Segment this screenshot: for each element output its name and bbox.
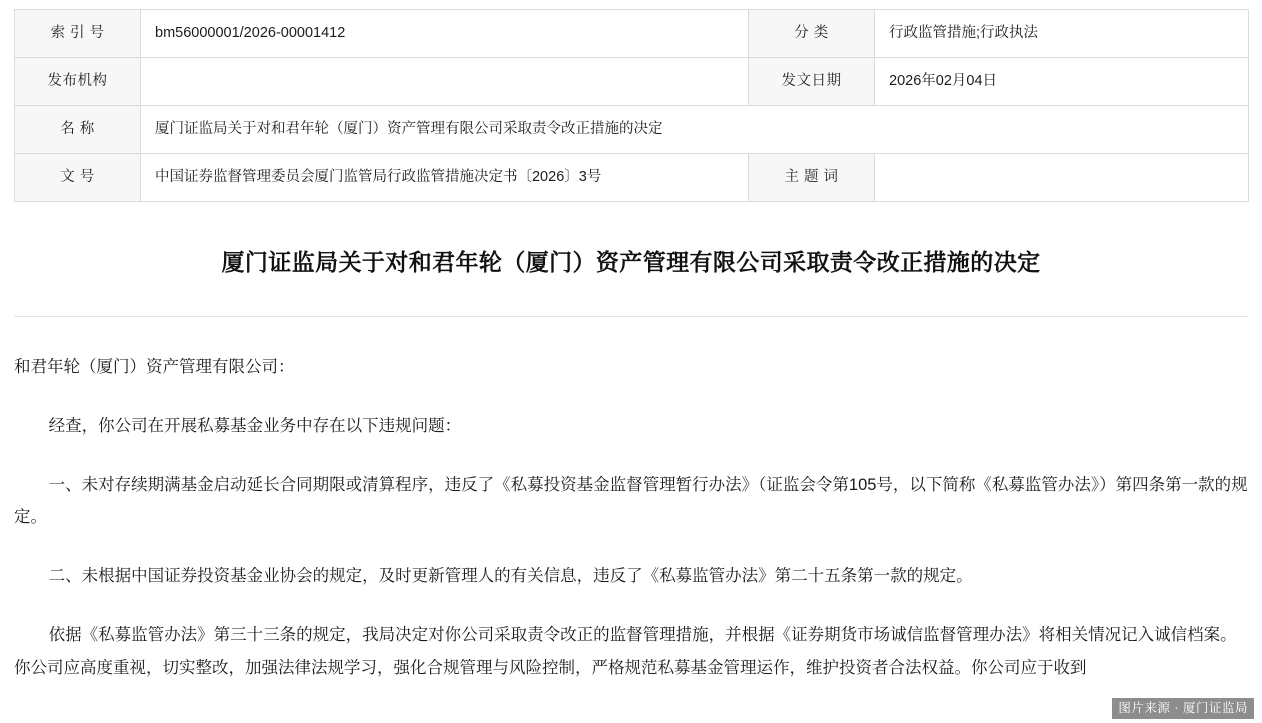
table-row (15, 106, 1249, 154)
meta-label-index-number: 索 引 号 (15, 10, 141, 58)
meta-value-index-number: bm56000001/2026-00001412 (141, 10, 749, 58)
meta-value-name: 厦门证监局关于对和君年轮（厦门）资产管理有限公司采取责令改正措施的决定 (141, 106, 1249, 154)
page-title: 厦门证监局关于对和君年轮（厦门）资产管理有限公司采取责令改正措施的决定 (221, 249, 1041, 275)
meta-value-issue-date: 2026年02月04日 (875, 58, 1249, 106)
document-paragraph: 二、未根据中国证券投资基金业协会的规定，及时更新管理人的有关信息，违反了《私募监管办法》第二十五条第一款的规定。 (48, 567, 973, 586)
meta-label-issuing-agency: 发布机构 (15, 58, 141, 106)
meta-value-document-number: 中国证券监督管理委员会厦门监管局行政监管措施决定书〔2026〕3号 (141, 154, 749, 202)
meta-label-category: 分 类 (749, 10, 875, 58)
document-metadata-table (14, 9, 1249, 202)
meta-value-category: 行政监管措施;行政执法 (875, 10, 1249, 58)
table-row (15, 154, 1249, 202)
document-page (0, 9, 1262, 715)
meta-label-issue-date: 发文日期 (749, 58, 875, 106)
meta-value-issuing-agency (141, 58, 749, 106)
table-row (15, 10, 1249, 58)
document-paragraph: 经查，你公司在开展私募基金业务中存在以下违规问题： (48, 416, 462, 435)
document-paragraph: 一、未对存续期满基金启动延长合同期限或清算程序，违反了《私募投资基金监督管理暂行办法》（证监会令第105号，以下简称《私募监管办法》）第四条第一款的规定。 (14, 475, 1248, 527)
meta-label-subject-words: 主 题 词 (749, 154, 875, 202)
document-body (14, 317, 1248, 684)
document-paragraph: 依据《私募监管办法》第三十三条的规定，我局决定对你公司采取责令改正的监督管理措施，并根据《证券期货市场诚信监督管理办法》将相关情况记入诚信档案。你公司应高度重视，切实整改，加强法律法规学习，强化合规管理与风险控制，严格规范私募基金管理运作，维护投资者合法权益。你公司应于收到 (14, 626, 1237, 677)
table-row (15, 58, 1249, 106)
watermark-label: 图片来源 · 厦门证监局 (1112, 698, 1254, 719)
document-addressee: 和君年轮（厦门）资产管理有限公司： (14, 357, 295, 376)
meta-label-name: 名 称 (15, 106, 141, 154)
meta-value-subject-words (875, 154, 1249, 202)
meta-label-document-number: 文 号 (15, 154, 141, 202)
